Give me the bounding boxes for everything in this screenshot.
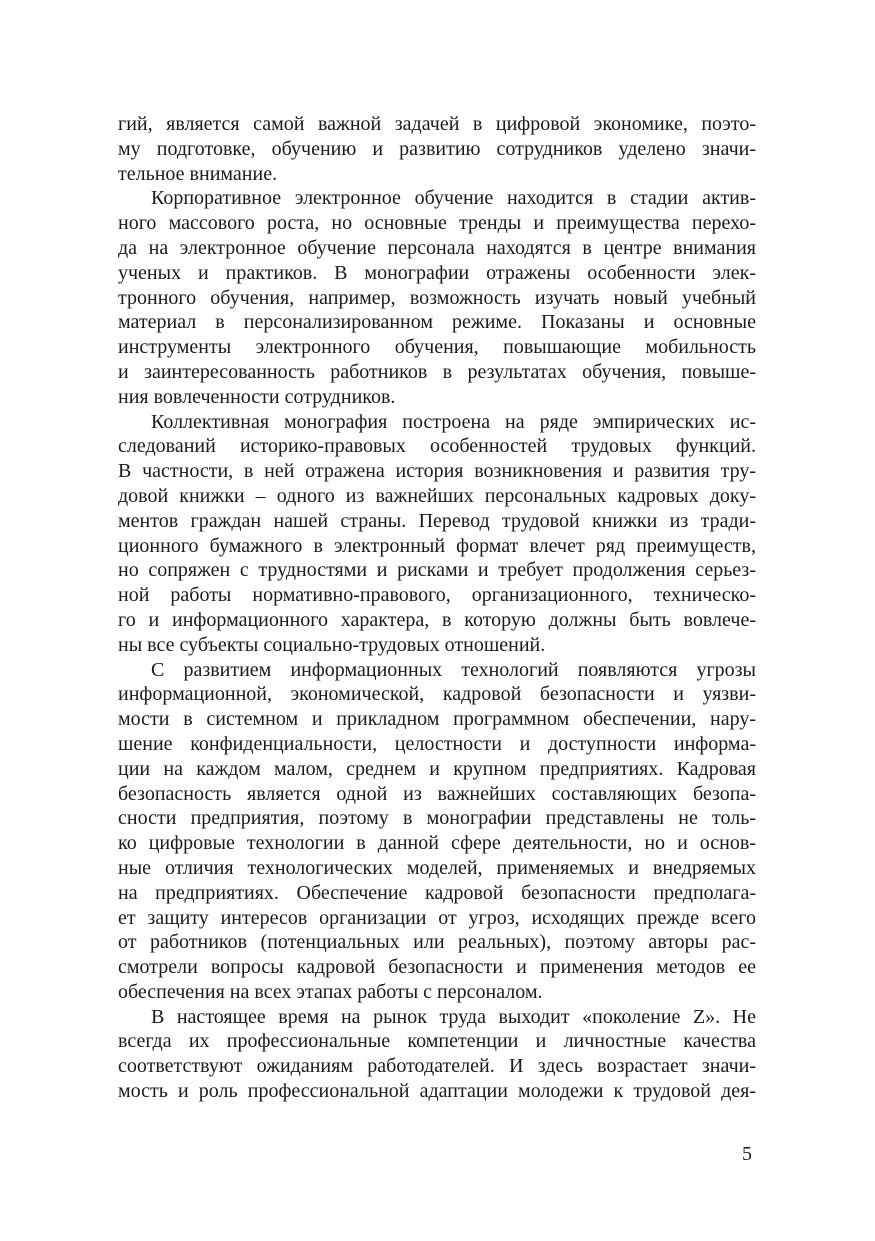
text-line: С развитием информационных технологий появляются угрозы	[151, 658, 756, 681]
text-line: безопасность является одной из важнейших составляющих безопа-	[118, 782, 756, 805]
text-line: ученых и практиков. В монографии отражены особенности элек-	[118, 261, 756, 284]
text-line: ные отличия технологических моделей, применяемых и внедряемых	[118, 856, 756, 879]
text-line: довой книжки – одного из важнейших персональных кадровых доку-	[118, 484, 756, 507]
paragraph-4	[118, 658, 756, 1005]
text-line: ния вовлеченности сотрудников.	[118, 385, 396, 408]
text-line: следований историко-правовых особенностей трудовых функций.	[118, 435, 756, 458]
page-number: 5	[742, 1143, 752, 1165]
text-line: ет защиту интересов организации от угроз, исходящих прежде всего	[118, 906, 756, 929]
text-line: ного массового роста, но основные тренды и преимущества перехо-	[118, 212, 756, 235]
text-line: ционного бумажного в электронный формат влечет ряд преимуществ,	[118, 534, 756, 557]
text-line: ной работы нормативно-правового, организационного, техническо-	[118, 584, 756, 607]
text-line: тронного обучения, например, возможность изучать новый учебный	[118, 286, 756, 309]
text-line: ко цифровые технологии в данной сфере деятельности, но и основ-	[118, 832, 756, 855]
text-line: да на электронное обучение персонала находятся в центре внимания	[118, 236, 756, 259]
text-line: Коллективная монография построена на ряде эмпирических ис-	[151, 410, 756, 433]
text-line: ции на каждом малом, среднем и крупном предприятиях. Кадровая	[118, 757, 756, 780]
text-line: материал в персонализированном режиме. Показаны и основные	[118, 311, 756, 334]
text-line: В частности, в ней отражена история возникновения и развития тру-	[118, 460, 756, 483]
text-line: му подготовке, обучению и развитию сотрудников уделено значи-	[118, 137, 756, 160]
text-line: ны все субъекты социально-трудовых отношений.	[118, 633, 546, 656]
text-line: шение конфиденциальности, целостности и доступности информа-	[118, 732, 756, 755]
text-line: В настоящее время на рынок труда выходит «поколение Z». Не	[151, 1005, 756, 1028]
text-line: всегда их профессиональные компетенции и личностные качества	[118, 1030, 756, 1053]
paragraph-5	[118, 1005, 756, 1104]
text-line: ментов граждан нашей страны. Перевод трудовой книжки из тради-	[118, 509, 756, 532]
text-line: го и информационного характера, в которую должны быть вовлече-	[118, 608, 756, 631]
text-line: на предприятиях. Обеспечение кадровой безопасности предполага-	[118, 881, 756, 904]
text-line: соответствуют ожиданиям работодателей. И здесь возрастает значи-	[118, 1055, 756, 1078]
paragraph-3	[118, 410, 756, 658]
text-line: обеспечения на всех этапах работы с персоналом.	[118, 980, 543, 1003]
text-line: инструменты электронного обучения, повышающие мобильность	[118, 336, 756, 359]
paragraph-2	[118, 186, 756, 409]
text-line: мость и роль профессиональной адаптации молодежи к трудовой дея-	[118, 1080, 756, 1103]
text-line: тельное внимание.	[118, 162, 278, 185]
page-body	[118, 112, 756, 1104]
text-line: мости в системном и прикладном программном обеспечении, нару-	[118, 708, 756, 731]
text-line: смотрели вопросы кадровой безопасности и применения методов ее	[118, 956, 756, 979]
text-line: Корпоративное электронное обучение находится в стадии актив-	[151, 187, 756, 210]
text-line: информационной, экономической, кадровой безопасности и уязви-	[118, 683, 756, 706]
text-line: и заинтересованность работников в результатах обучения, повыше-	[118, 360, 756, 383]
text-line: сности предприятия, поэтому в монографии представлены не толь-	[118, 807, 756, 830]
text-line: гий, является самой важной задачей в цифровой экономике, поэто-	[118, 113, 756, 135]
text-line: но сопряжен с трудностями и рисками и требует продолжения серьез-	[118, 559, 756, 582]
text-line: от работников (потенциальных или реальных), поэтому авторы рас-	[118, 931, 756, 954]
paragraph-1	[118, 112, 756, 186]
